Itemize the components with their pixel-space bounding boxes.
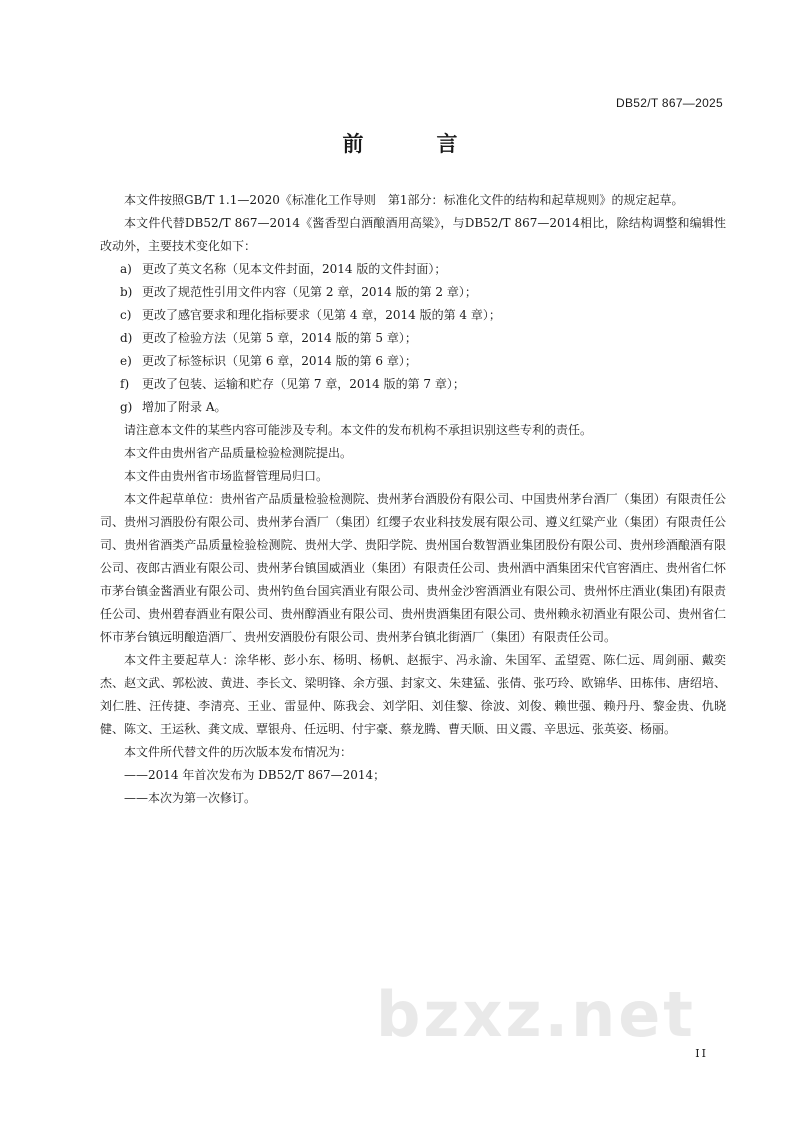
change-item [100, 281, 726, 304]
paragraph-drafting-rules: 本文件按照GB/T 1.1—2020《标准化工作导则 第1部分：标准化文件的结构和起草规则》的规定起草。 [124, 193, 684, 207]
history-item: ——2014 年首次发布为 DB52/T 867—2014； [124, 768, 386, 782]
change-item-mark: a) [120, 262, 132, 276]
watermark: bzxz.net [376, 978, 696, 1051]
paragraph-drafters: 本文件主要起草人：涂华彬、彭小东、杨明、杨帆、赵振宇、冯永渝、朱国军、孟望霓、陈仁远、周剑丽、戴奕杰、赵文武、郭松波、黄进、李长文、梁明锋、余方强、封家文、朱建猛、张倩、张巧玲、欧锦华、田栋伟、唐绍培、刘仁胜、汪传捷、李清亮、王业、雷显仲、陈我会、刘学阳、刘佳黎、徐波、刘俊、赖世强、赖丹丹、黎金贵、仇晓健、陈文、王运秋、龚文成、覃银舟、任远明、付宇豪、蔡龙腾、曹天顺、田义霞、辛思远、张英姿、杨丽。 [100, 653, 726, 736]
change-item-text: 更改了规范性引用文件内容（见第 2 章，2014 版的第 2 章）； [142, 285, 477, 299]
document-id: DB52/T 867—2025 [615, 96, 723, 110]
change-item [100, 327, 726, 350]
change-item-text: 更改了感官要求和理化指标要求（见第 4 章，2014 版的第 4 章）； [142, 308, 501, 322]
change-item-text: 更改了标签标识（见第 6 章，2014 版的第 6 章）； [142, 354, 417, 368]
change-item-mark: b) [120, 285, 133, 299]
paragraph-history-intro: 本文件所代替文件的历次版本发布情况为： [124, 745, 353, 759]
paragraph-drafting-units: 本文件起草单位：贵州省产品质量检验检测院、贵州茅台酒股份有限公司、中国贵州茅台酒厂（集团）有限责任公司、贵州习酒股份有限公司、贵州茅台酒厂（集团）红缨子农业科技发展有限公司、遵义红粱产业（集团）有限责任公司、贵州省酒类产品质量检验检测院、贵州大学、贵阳学院、贵州国台数智酒业集团股份有限公司、贵州珍酒酿酒有限公司、夜郎古酒业有限公司、贵州茅台镇国威酒业（集团）有限责任公司、贵州酒中酒集团宋代官窖酒庄、贵州省仁怀市茅台镇金酱酒业有限公司、贵州钓鱼台国宾酒业有限公司、贵州金沙窖酒酒业有限公司、贵州怀庄酒业(集团)有限责任公司、贵州碧春酒业有限公司、贵州醇酒业有限公司、贵州贵酒集团有限公司、贵州赖永初酒业有限公司、贵州省仁怀市茅台镇远明酿造酒厂、贵州安酒股份有限公司、贵州茅台镇北街酒厂（集团）有限责任公司。 [100, 492, 726, 644]
change-item-text: 更改了检验方法（见第 5 章，2014 版的第 5 章）； [142, 331, 417, 345]
change-item-text: 更改了英文名称（见本文件封面，2014 版的文件封面）； [142, 262, 447, 276]
foreword-body [100, 189, 726, 810]
paragraph-proposer: 本文件由贵州省产品质量检验检测院提出。 [124, 446, 353, 460]
page-title: 前 言 [342, 132, 484, 156]
change-item-mark: c) [120, 308, 132, 322]
change-item [100, 373, 726, 396]
change-item [100, 258, 726, 281]
page-number: II [695, 1047, 708, 1060]
change-item-mark: d) [120, 331, 133, 345]
paragraph-centralized-unit: 本文件由贵州省市场监督管理局归口。 [124, 469, 329, 483]
change-item-mark: g) [120, 400, 133, 414]
change-item-mark: f) [120, 377, 130, 391]
paragraph-patent-notice: 请注意本文件的某些内容可能涉及专利。本文件的发布机构不承担识别这些专利的责任。 [124, 423, 593, 437]
change-item-text: 更改了包装、运输和贮存（见第 7 章，2014 版的第 7 章）； [142, 377, 465, 391]
change-item-mark: e) [120, 354, 132, 368]
paragraph-replacement: 本文件代替DB52/T 867—2014《酱香型白酒酿酒用高粱》，与DB52/T 867—2014相比，除结构调整和编辑性改动外，主要技术变化如下： [100, 216, 726, 253]
change-item [100, 350, 726, 373]
change-item [100, 396, 726, 419]
change-item [100, 304, 726, 327]
change-item-text: 增加了附录 A。 [142, 400, 227, 414]
history-item: ——本次为第一次修订。 [124, 791, 257, 805]
